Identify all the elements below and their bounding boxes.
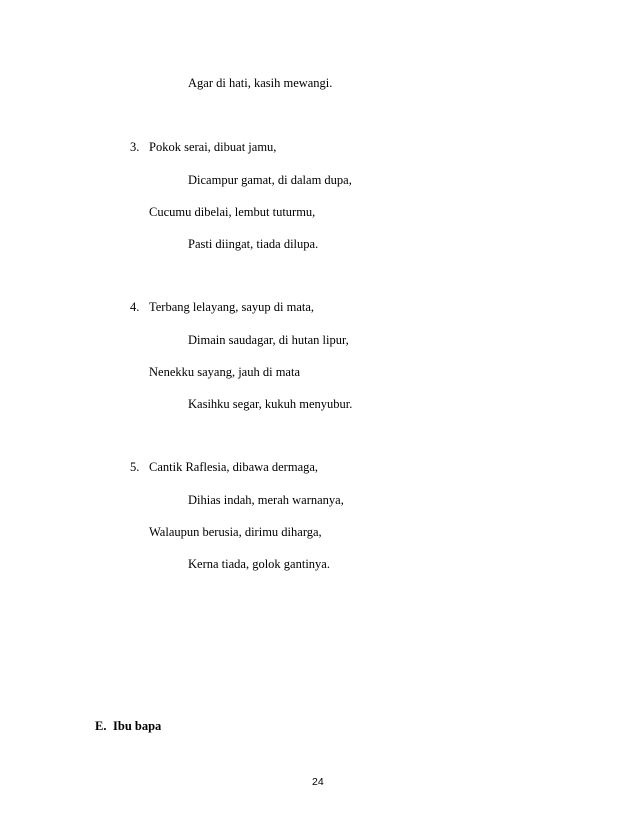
stanza-5-line-2: Dihias indah, merah warnanya, [188, 493, 344, 507]
stanza-5-number: 5. [130, 460, 140, 474]
stanza-3-line-4: Pasti diingat, tiada dilupa. [188, 237, 319, 251]
stanza-5-line-3: Walaupun berusia, dirimu diharga, [149, 525, 322, 539]
stanza-4-line-4: Kasihku segar, kukuh menyubur. [188, 397, 353, 411]
continuation-line: Agar di hati, kasih mewangi. [188, 76, 333, 90]
stanza-3-line-3: Cucumu dibelai, lembut tuturmu, [149, 205, 316, 219]
stanza-4-line-2: Dimain saudagar, di hutan lipur, [188, 333, 349, 347]
stanza-3-line-2: Dicampur gamat, di dalam dupa, [188, 173, 352, 187]
stanza-5-line-1: Cantik Raflesia, dibawa dermaga, [149, 460, 319, 474]
stanza-4-line-1: Terbang lelayang, sayup di mata, [149, 300, 315, 314]
page-number: 24 [312, 776, 324, 788]
section-label: E. [95, 719, 107, 733]
stanza-5-line-4: Kerna tiada, golok gantinya. [188, 557, 330, 571]
stanza-4-number: 4. [130, 300, 140, 314]
stanza-3-number: 3. [130, 140, 140, 154]
stanza-4-line-3: Nenekku sayang, jauh di mata [149, 365, 300, 379]
stanza-3-line-1: Pokok serai, dibuat jamu, [149, 140, 277, 154]
section-title: Ibu bapa [113, 719, 162, 733]
